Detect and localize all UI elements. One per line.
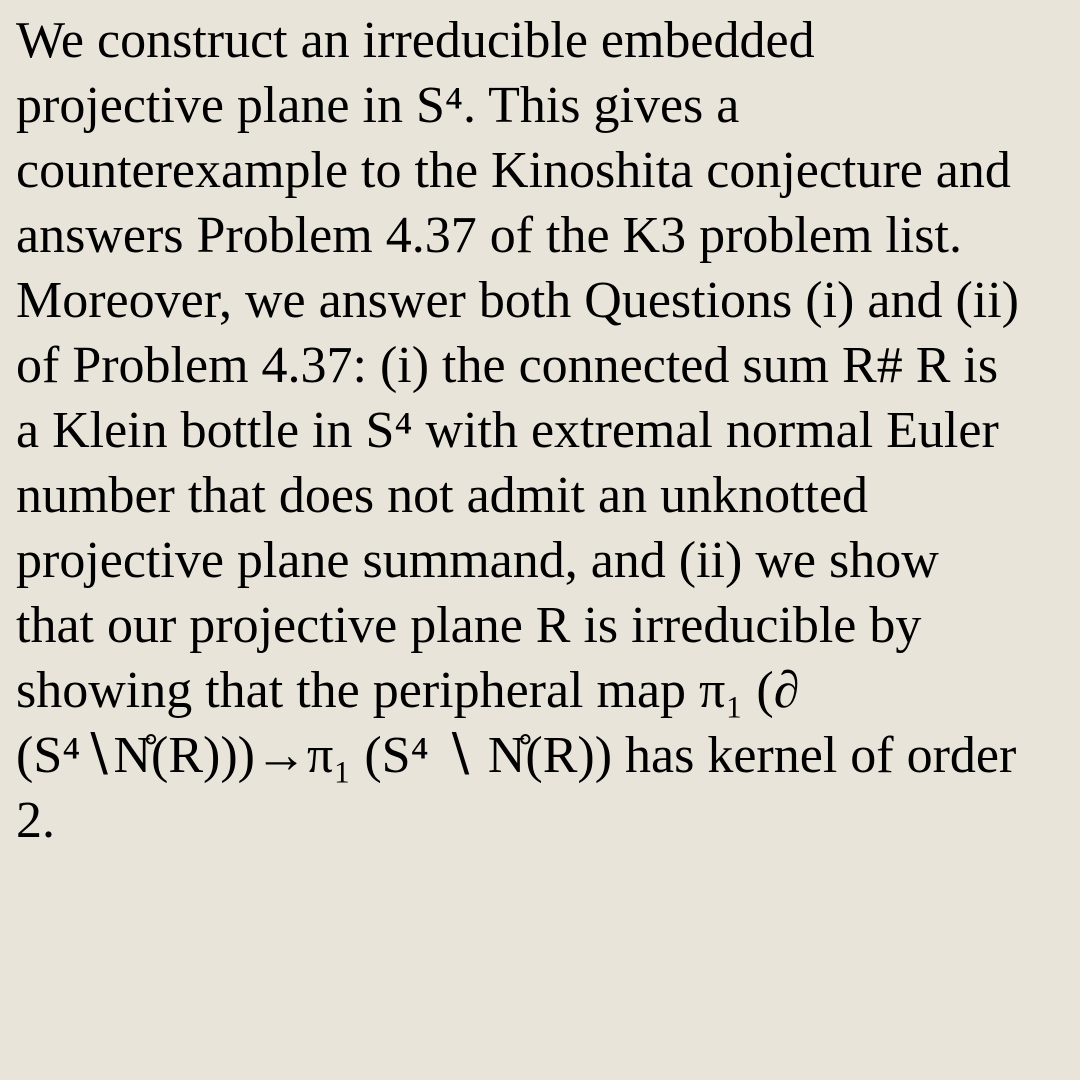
abstract-line: of Problem 4.37: (i) the connected sum R# R is xyxy=(16,337,999,394)
abstract-line: number that does not admit an unknotted xyxy=(16,467,869,524)
abstract-line: We construct an irreducible embedded xyxy=(16,12,815,69)
abstract-line: showing that the peripheral map π₁ (∂ xyxy=(16,662,800,719)
abstract-line: projective plane in S⁴. This gives a xyxy=(16,77,740,134)
abstract-line: 2. xyxy=(16,792,55,849)
abstract-line: projective plane summand, and (ii) we show xyxy=(16,532,939,589)
abstract-line: answers Problem 4.37 of the K3 problem list. xyxy=(16,207,962,264)
abstract-line: that our projective plane R is irreducible by xyxy=(16,597,922,654)
abstract-line: a Klein bottle in S⁴ with extremal normal Euler xyxy=(16,402,999,459)
abstract-line: counterexample to the Kinoshita conjecture and xyxy=(16,142,1011,199)
abstract-text xyxy=(16,8,1076,853)
abstract-line: (S⁴∖N̊(R)))→π₁ (S⁴ ∖ N̊(R)) has kernel of order xyxy=(16,727,1017,784)
abstract-line: Moreover, we answer both Questions (i) and (ii) xyxy=(16,272,1019,329)
